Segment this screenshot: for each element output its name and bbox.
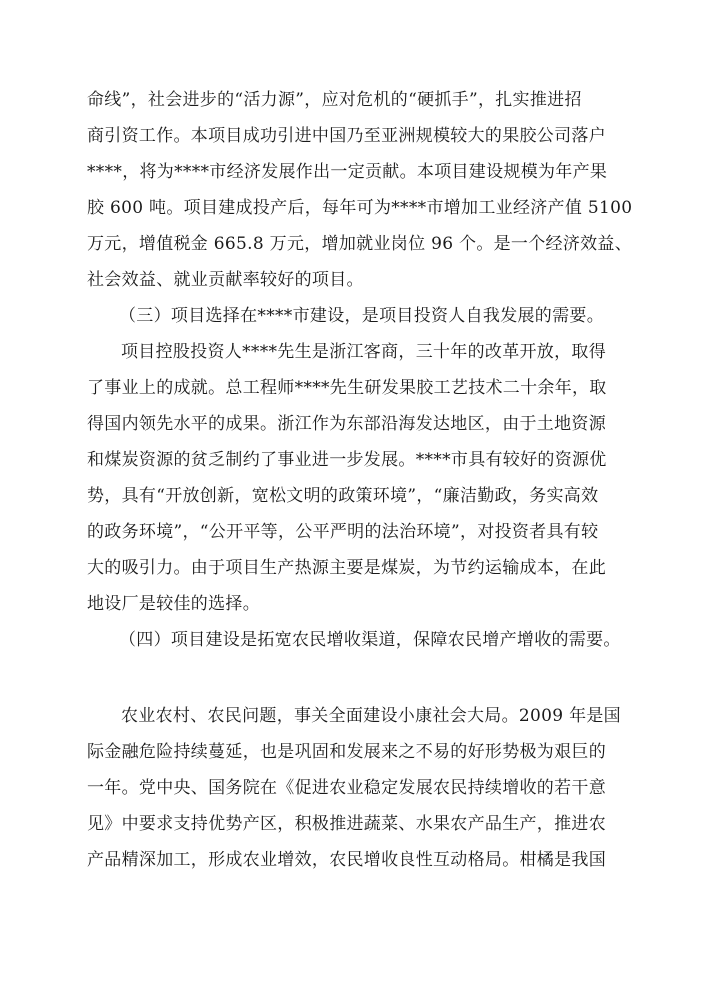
paragraph-line: 命线”，社会进步的“活力源”，应对危机的“硬抓手”，扎实推进招: [87, 90, 582, 110]
paragraph-line: 农业农村、农民问题，事关全面建设小康社会大局。2009 年是国: [121, 706, 621, 726]
paragraph-line: 际金融危险持续蔓延，也是巩固和发展来之不易的好形势极为艰巨的: [87, 742, 606, 762]
paragraph-line: 万元，增值税金 665.8 万元，增加就业岗位 96 个。是一个经济效益、: [87, 234, 633, 254]
paragraph-line: 的政务环境”，“公开平等，公平严明的法治环境”，对投资者具有较: [87, 522, 599, 542]
paragraph-line: 了事业上的成就。总工程师****先生研发果胶工艺技术二十余年，取: [87, 378, 607, 398]
paragraph-line: 得国内领先水平的成果。浙江作为东部沿海发达地区，由于土地资源: [87, 414, 606, 434]
paragraph-line: 势，具有“开放创新，宽松文明的政策环境”，“廉洁勤政，务实高效: [87, 486, 599, 506]
paragraph-line: 地设厂是较佳的选择。: [87, 594, 260, 614]
paragraph-line: 社会效益、就业贡献率较好的项目。: [87, 270, 364, 290]
paragraph-line: 商引资工作。本项目成功引进中国乃至亚洲规模较大的果胶公司落户: [87, 126, 606, 146]
paragraph-line: 见》中要求支持优势产区，积极推进蔬菜、水果农产品生产，推进农: [87, 814, 606, 834]
paragraph-line: 一年。党中央、国务院在《促进农业稳定发展农民持续增收的若干意: [87, 778, 606, 798]
paragraph-line: 项目控股投资人****先生是浙江客商，三十年的改革开放，取得: [121, 342, 606, 362]
paragraph-line: 胶 600 吨。项目建成投产后，每年可为****市增加工业经济产值 5100: [87, 198, 633, 218]
paragraph-line: 产品精深加工，形成农业增效，农民增收良性互动格局。柑橘是我国: [87, 850, 606, 870]
paragraph-line: 和煤炭资源的贫乏制约了事业进一步发展。****市具有较好的资源优: [87, 450, 607, 470]
paragraph-line: 大的吸引力。由于项目生产热源主要是煤炭，为节约运输成本，在此: [87, 558, 606, 578]
section-heading-3: （三）项目选择在****市建设，是项目投资人自我发展的需要。: [119, 306, 604, 326]
section-heading-4: （四）项目建设是拓宽农民增收渠道，保障农民增产增收的需要。: [119, 630, 621, 650]
paragraph-line: ****，将为****市经济发展作出一定贡献。本项目建设规模为年产果: [87, 162, 608, 182]
